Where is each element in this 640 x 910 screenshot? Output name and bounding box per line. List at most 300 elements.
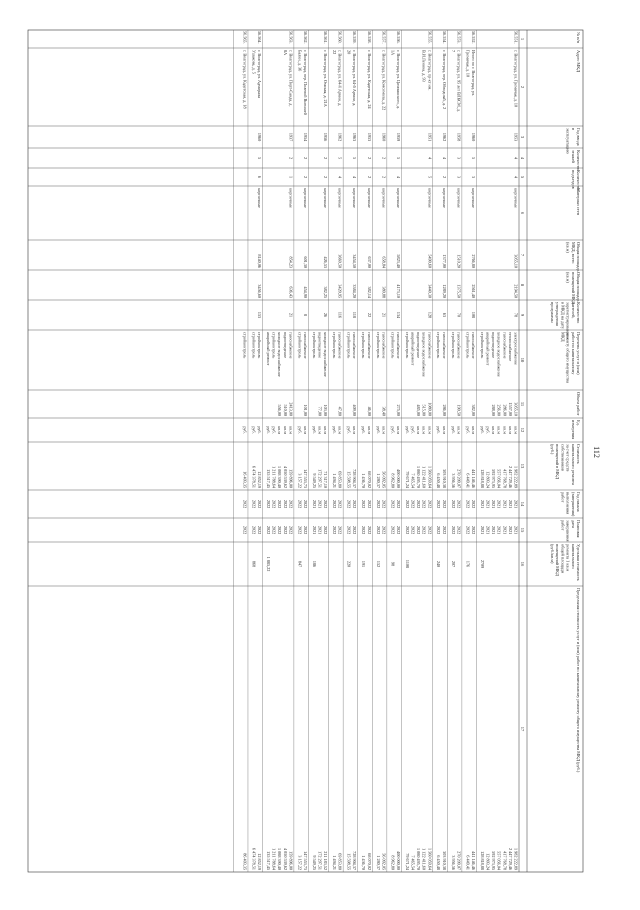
row-limit-cost: 56 092,05: [381, 853, 387, 870]
row-volume: 275,00: [395, 404, 401, 416]
row-entrances: 6: [257, 175, 263, 179]
header-cell: этажей: [570, 150, 576, 163]
row-limit-cost: 6 449,41: [465, 855, 471, 870]
row-number: 56.554.: [441, 31, 447, 44]
row-work-type: стройконтроль: [361, 332, 367, 359]
header-cell: Количество: [576, 302, 581, 324]
row-start-year: 2021: [513, 499, 519, 509]
column-number: 14: [520, 501, 525, 507]
row-start-year: 2022: [277, 499, 283, 509]
row-address: г. Волгоград, пер. Полевой Внешней: [302, 50, 308, 115]
row-limit-cost: 1 122 411,60: [421, 848, 427, 870]
row-entrances: 2: [366, 175, 372, 179]
row-limit-cost: 135 517,45: [265, 851, 271, 870]
row-start-year: 2022: [427, 499, 433, 509]
row-entrances: 1: [288, 175, 294, 179]
row-wall-material: кирпичные: [337, 188, 343, 208]
row-address: г. Волгоград, ул. Комсомола, д. 22: [381, 50, 387, 111]
row-limit-cost: 303 910,38: [441, 851, 447, 870]
row-address: Гремячая, д. 10: [465, 50, 471, 78]
row-volume: 103,00: [323, 404, 329, 416]
row-address: 1А: [390, 50, 396, 56]
row-limit-cost: 1 560 059,64: [427, 848, 433, 870]
header-cell: за счет средств: [565, 444, 571, 472]
row-cost: 1 982 222,89: [513, 466, 519, 488]
row-start-year: 2022: [465, 499, 471, 509]
row-end-year: 2022: [332, 525, 338, 535]
header-cell: Год начала: [576, 492, 581, 512]
row-year: 1962: [337, 132, 343, 142]
row-limit-cost: 1 982 222,89: [513, 848, 519, 870]
row-volume: 382,00: [470, 404, 476, 416]
row-cost: 69 853,80: [337, 471, 343, 488]
row-unit: кв.м: [282, 426, 288, 434]
row-end-year: 2022: [282, 525, 288, 535]
row-work-type: стройконтроль: [271, 332, 277, 359]
row-limit-cost: 1 494,21: [332, 855, 338, 870]
row-cost: 2 447 729,46: [507, 466, 513, 488]
row-end-year: 2022: [395, 525, 401, 535]
row-address: г. Волгоград, ул. 64-й Армии, д.: [337, 50, 343, 107]
row-start-year: 2022: [288, 499, 294, 509]
header-cell: Перечень услуг и (или): [576, 332, 581, 375]
header-cell: капитального: [570, 544, 576, 569]
row-limit-cost: 1 211 788,64: [271, 848, 277, 870]
row-work-type: газоснабжение: [337, 332, 343, 359]
row-work-type: электроснабжение: [513, 332, 519, 365]
row-cost: 1 211 788,64: [271, 466, 277, 488]
row-work-type: водоотведение: [416, 332, 422, 359]
row-cost: 9 549,25: [311, 473, 317, 488]
header-cell: МКД, всего: [570, 242, 576, 264]
row-entrances: 3: [456, 175, 462, 179]
row-unit: руб.: [375, 426, 381, 434]
row-unit: руб.: [242, 426, 248, 434]
row-limit-cost: 128 818,88: [479, 851, 485, 870]
row-end-year: 2022: [456, 525, 462, 535]
row-unit: кв.м: [337, 426, 343, 434]
row-limit-cost: 6 450,48: [436, 855, 442, 870]
row-entrances: 4: [395, 175, 401, 179]
row-cost: 1 080 495,70: [416, 466, 422, 488]
column-number: 12: [520, 427, 525, 433]
row-cost: 56 092,05: [381, 471, 387, 488]
row-work-type: газоснабжение: [381, 332, 387, 359]
row-limit-cost: 2 447 729,46: [507, 848, 513, 870]
column-number: 13: [520, 463, 525, 469]
row-entrances: 5: [427, 175, 433, 179]
row-work-type: стройконтроль: [251, 332, 257, 359]
row-work-type: газоснабжение: [502, 332, 508, 359]
row-start-year: 2021: [502, 499, 508, 509]
row-unit: кв.м: [366, 426, 372, 434]
header-cell: эксплуатацию: [565, 128, 571, 154]
row-entrances: 4: [337, 175, 343, 179]
row-year: 1953: [513, 132, 519, 142]
row-limit-cost: 557 056,04: [496, 851, 502, 870]
row-end-year: 2022: [441, 525, 447, 535]
row-cost: 6 450,48: [436, 473, 442, 488]
row-limit-cost: 400 000,00: [395, 851, 401, 870]
row-work-type: газоснабжение: [470, 332, 476, 359]
column-number: 2: [520, 85, 525, 89]
row-work-type: стройконтроль: [479, 332, 485, 359]
row-end-year: 2022: [257, 525, 263, 535]
row-address: Итого по г. Волгоград, ул.: [470, 50, 476, 96]
row-work-type: водоотведение: [317, 332, 323, 359]
row-work-type: газоснабжение: [288, 332, 294, 359]
row-limit-cost: 3 956,56: [450, 855, 456, 870]
row-living-area: 3440,30: [427, 284, 433, 298]
row-limit-cost: 79 671,24: [404, 853, 410, 870]
row-wall-material: кирпичные: [395, 188, 401, 208]
header-cell: работ: [560, 520, 566, 531]
row-address: 7: [450, 50, 456, 53]
row-residents: 134: [395, 311, 401, 319]
row-floors: 5: [470, 156, 476, 160]
row-address: г. Волгоград, пер. Обводный, д. 2: [441, 50, 447, 110]
row-total-area: 3660,50: [337, 254, 343, 268]
column-number: 1: [520, 37, 525, 41]
row-year: 1963: [352, 132, 358, 142]
row-volume: 77,00: [317, 406, 323, 416]
row-unit: руб.: [390, 426, 396, 434]
header-cell: № п/п: [576, 32, 581, 43]
row-year: 1937: [288, 132, 294, 142]
row-end-year: 2022: [265, 525, 271, 535]
header-cell: ремонта 1 кв.м: [565, 544, 571, 572]
row-wall-material: кирпичные: [441, 188, 447, 208]
row-work-type: газоснабжение: [366, 332, 372, 359]
row-volume: 190,50: [456, 404, 462, 416]
row-floors: 2: [366, 156, 372, 160]
row-address: г. Волгоград, пр-кт им.: [427, 50, 433, 91]
row-work-type: холодное водоснабжение: [421, 332, 427, 377]
row-number: 56.553.: [456, 31, 462, 44]
row-end-year: 2022: [297, 525, 303, 535]
row-end-year: 2022: [242, 525, 248, 535]
row-residents: 118: [352, 311, 358, 319]
row-cost: 71 317,10: [323, 471, 329, 488]
row-work-type: холодное водоснабжение: [323, 332, 329, 377]
row-unit-cost: 191: [361, 560, 367, 568]
row-living-area: 380,88: [381, 286, 387, 298]
row-cost: 557 056,04: [496, 469, 502, 488]
row-volume: 3055,10: [513, 402, 519, 416]
row-unit: кв.м: [288, 426, 294, 434]
row-limit-cost: 592 973,95: [491, 851, 497, 870]
row-wall-material: кирпичные: [381, 188, 387, 208]
row-volume: 1557,00: [507, 402, 513, 416]
row-residents: 22: [366, 312, 372, 318]
header-cell: Стоимость: [576, 444, 581, 464]
row-volume: 286,00: [502, 404, 508, 416]
row-wall-material: кирпичные: [323, 188, 329, 208]
row-end-year: 2022: [352, 525, 358, 535]
header-cell: работ: [560, 492, 566, 503]
row-total-area: 426,53: [323, 256, 329, 268]
row-total-area: 1377,00: [441, 254, 447, 268]
row-year: 1962: [441, 132, 447, 142]
row-start-year: 2022: [337, 499, 343, 509]
row-work-type: аварийный ремонт: [485, 332, 491, 366]
row-end-year: 2022: [450, 525, 456, 535]
header-cell: Удельная стоимость: [576, 544, 581, 581]
row-start-year: 2021: [311, 499, 317, 509]
row-work-type: стройконтроль: [242, 332, 248, 359]
row-floors: 4: [441, 156, 447, 160]
row-living-area: 1375,50: [456, 284, 462, 298]
row-start-year: 2021: [317, 499, 323, 509]
row-volume: 2413,00: [288, 402, 294, 416]
row-unit-cost: 207: [450, 560, 456, 568]
row-end-year: 2022: [427, 525, 433, 535]
row-work-type: газоснабжение: [395, 332, 401, 359]
row-start-year: 2022: [441, 499, 447, 509]
row-living-area: 3456,60: [257, 284, 263, 298]
row-end-year: 2022: [346, 525, 352, 535]
row-living-area: 3420,95: [337, 284, 343, 298]
row-wall-material: кирпичные: [257, 188, 263, 208]
header-cell: Общая площадь: [576, 272, 581, 302]
row-cost: 592 973,95: [491, 469, 497, 488]
row-cost: 303 910,38: [441, 469, 447, 488]
row-address: г. Волгоград, ул. 95 лет ВЛКСМ, д.: [456, 50, 462, 112]
row-end-year: 2021: [513, 525, 519, 535]
row-address: 20: [346, 50, 352, 55]
row-unit: кв.м: [317, 426, 323, 434]
row-end-year: 2022: [302, 525, 308, 535]
row-wall-material: кирпичные: [513, 188, 519, 208]
row-work-type: водоотведение: [282, 332, 288, 359]
row-work-type: стройконтроль: [346, 332, 352, 359]
header-cell: собственников: [560, 444, 566, 471]
row-unit-cost: 1 885,22: [265, 556, 271, 572]
row-living-area: 4173,10: [395, 284, 401, 298]
row-address: Ушакова, д. 5: [251, 50, 257, 74]
row-limit-cost: 1 088 390,40: [277, 848, 283, 870]
row-floors: 4: [427, 156, 433, 160]
row-unit: руб.: [450, 426, 456, 434]
row-residents: 8: [302, 313, 308, 317]
header-cell: завершения: [565, 520, 571, 542]
row-number: 56.561.: [323, 31, 329, 44]
row-total-area: 5490,60: [427, 254, 433, 268]
row-unit: кв.м: [513, 426, 519, 434]
header-cell: жителей,: [570, 302, 576, 319]
row-unit: кв.м: [491, 426, 497, 434]
row-floors: 2: [302, 156, 308, 160]
row-volume: 556,00: [277, 404, 283, 416]
row-residents: 63: [441, 312, 447, 318]
row-cost: 16 403,35: [242, 471, 248, 488]
row-entrances: 2: [441, 175, 447, 179]
row-limit-cost: 270 209,07: [456, 851, 462, 870]
row-wall-material: кирпичные: [366, 188, 372, 208]
row-number: 56.552.: [470, 31, 476, 44]
row-year: 1954: [302, 132, 308, 142]
row-volume: 515,00: [421, 404, 427, 416]
row-volume: 1080,00: [427, 402, 433, 416]
row-address: г. Волгоград, ул. Цимлянского, д.: [395, 50, 401, 109]
row-cost: 1 280,37: [375, 473, 381, 488]
row-limit-cost: 86 403,35: [242, 853, 248, 870]
row-cost: 400 000,00: [395, 469, 401, 488]
row-living-area: 3384,20: [352, 284, 358, 298]
row-start-year: 2022: [282, 499, 288, 509]
row-unit: руб.: [297, 426, 303, 434]
row-start-year: 2021: [479, 499, 485, 509]
row-year: 1960: [470, 132, 476, 142]
row-start-year: 2022: [361, 499, 367, 509]
header-cell: Ед.: [576, 420, 581, 426]
row-cost: 15 598,55: [346, 471, 352, 488]
row-unit: кв.м: [277, 426, 283, 434]
header-cell: ремонту общего имущества: [565, 332, 571, 383]
row-floors: 5: [352, 156, 358, 160]
header-cell: помещений в МКД: [555, 444, 561, 479]
row-volume: 510,00: [282, 404, 288, 416]
row-total-area: 1510,20: [456, 254, 462, 268]
row-cost: 441 146,46: [470, 469, 476, 488]
row-unit: кв.м: [441, 426, 447, 434]
row-cost: 147 553,73: [302, 469, 308, 488]
row-limit-cost: 728 904,37: [352, 851, 358, 870]
row-cost: 6 474 378,51: [251, 466, 257, 488]
row-start-year: 2022: [332, 499, 338, 509]
row-address: г. Волгоград, ул. Порт-Саида, д.: [288, 50, 294, 107]
row-cost: 68 070,02: [366, 471, 372, 488]
row-unit: руб.: [404, 426, 410, 434]
row-year: 1953: [366, 132, 372, 142]
column-number: 10: [520, 357, 525, 363]
row-unit: руб.: [479, 426, 485, 434]
header-cell: в МКД на дату: [560, 302, 566, 330]
header-cell: (кв.м): [565, 272, 571, 283]
row-unit: руб.: [361, 426, 367, 434]
row-work-type: газоснабжение: [456, 332, 462, 359]
row-total-area: 2766,80: [470, 254, 476, 268]
row-end-year: 2022: [416, 525, 422, 535]
row-unit: кв.м: [381, 426, 387, 434]
row-end-year: 2022: [251, 525, 257, 535]
row-living-area: 1289,20: [441, 284, 447, 298]
row-start-year: 2022: [352, 499, 358, 509]
row-unit-cost: 1108: [404, 559, 410, 569]
row-unit: руб.: [332, 426, 338, 434]
row-work-type: газоснабжение: [352, 332, 358, 359]
row-work-type: газоснабжение: [441, 332, 447, 359]
row-residents: 21: [288, 312, 294, 318]
row-work-type: стройконтроль: [404, 332, 410, 359]
row-end-year: 2021: [317, 525, 323, 535]
header-cell: (руб.): [550, 444, 555, 455]
row-number: 56.559.: [352, 31, 358, 44]
row-number: 56.558.: [366, 31, 372, 44]
row-year: 1960: [257, 132, 263, 142]
row-end-year: 2022: [390, 525, 396, 535]
row-start-year: 2022: [271, 499, 277, 509]
header-cell: дата: [570, 520, 576, 528]
row-unit: кв.м: [323, 426, 329, 434]
row-address: г. Волгоград, ул. Кадетская, д. 24: [366, 50, 372, 109]
row-volume: 256,00: [496, 404, 502, 416]
header-cell: подъездов: [570, 170, 576, 189]
row-year: 1960: [381, 132, 387, 142]
row-work-type: стройконтроль: [257, 332, 263, 359]
row-cost: 135 517,45: [265, 469, 271, 488]
header-cell: утверждения: [555, 302, 561, 326]
row-limit-cost: 211 183,52: [323, 851, 329, 870]
row-work-type: стройконтроль: [450, 332, 456, 359]
row-start-year: 2022: [416, 499, 422, 509]
row-volume: 47,80: [337, 406, 343, 416]
header-cell: зарегистрированных: [565, 302, 571, 340]
row-limit-cost: 9 549,25: [311, 855, 317, 870]
row-start-year: 2022: [346, 499, 352, 509]
row-start-year: 2022: [257, 499, 263, 509]
header-cell: Количество: [576, 170, 581, 192]
row-end-year: 2022: [410, 525, 416, 535]
header-cell: Плановая: [576, 520, 581, 538]
row-residents: 21: [381, 312, 387, 318]
row-unit-cost: 240: [436, 560, 442, 568]
row-start-year: 2022: [265, 499, 271, 509]
header-cell: Материал стен: [576, 188, 581, 216]
row-number: 56.562.: [302, 31, 308, 44]
row-unit: руб.: [265, 426, 271, 434]
row-address: г. Волгоград, ул. Адмирала: [257, 50, 263, 98]
row-floors: 3: [456, 156, 462, 160]
row-unit: руб.: [251, 426, 257, 434]
row-limit-cost: 159 896,00: [288, 851, 294, 870]
row-entrances: 4: [352, 175, 358, 179]
row-address: г. Волгоград, ул. Омская, д. 21А: [323, 50, 329, 107]
row-limit-cost: 1 436,70: [361, 855, 367, 870]
row-cost: 12 803,24: [485, 471, 491, 488]
row-limit-cost: 4 050 539,62: [282, 848, 288, 870]
row-start-year: 2022: [251, 499, 257, 509]
header-cell: помещений МКД: [555, 544, 561, 576]
row-start-year: 2022: [436, 499, 442, 509]
row-volume: 286,00: [441, 404, 447, 416]
row-cost: 6 449,41: [465, 473, 471, 488]
header-cell: (руб./кв.м): [550, 544, 555, 564]
row-cost: 7 465,54: [410, 473, 416, 488]
header-cell: Год ввода: [576, 128, 581, 146]
row-residents: 153: [257, 311, 263, 319]
row-cost: 3 956,56: [450, 473, 456, 488]
row-residents: 108: [470, 311, 476, 319]
row-cost: 417 768,78: [502, 469, 508, 488]
row-entrances: 2: [302, 175, 308, 179]
row-end-year: 2022: [421, 525, 427, 535]
row-work-type: холодное водоснабжение: [277, 332, 283, 377]
row-number: 56.560.: [337, 31, 343, 44]
row-limit-cost: 147 553,73: [302, 851, 308, 870]
row-cost: 1 122 411,60: [421, 466, 427, 488]
page-number: 112: [592, 446, 601, 458]
row-number: 56.555.: [427, 31, 433, 44]
header-cell: Адрес МКД: [576, 50, 581, 73]
row-residents: 70: [456, 312, 462, 318]
row-address: г. Волгоград, ул. Гремячая, д. 10: [513, 50, 519, 108]
row-volume: 288,00: [491, 404, 497, 416]
row-cost: 728 904,37: [352, 469, 358, 488]
row-number: 56.564.: [257, 31, 263, 44]
column-number: 16: [520, 561, 525, 567]
row-cost: 1 088 390,40: [277, 466, 283, 488]
